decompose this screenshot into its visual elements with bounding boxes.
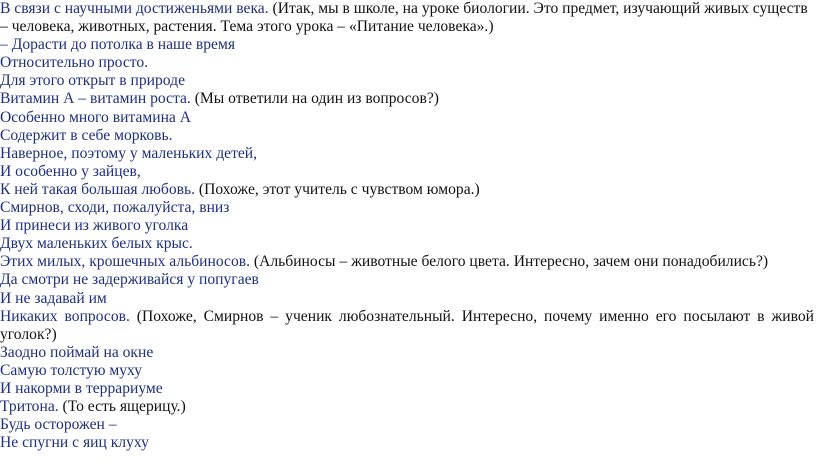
poem-text: Содержит в себе морковь.	[0, 126, 173, 144]
text-line-22	[0, 398, 816, 416]
text-line-1	[0, 0, 816, 18]
poem-text: И принеси из живого уголка	[0, 217, 189, 235]
text-line-14	[0, 235, 816, 253]
poem-text: Двух маленьких белых крыс.	[0, 235, 193, 253]
text-line-18	[0, 308, 816, 344]
comment-text: (То есть ящерицу.)	[58, 398, 186, 416]
poem-text: И не задавай им	[0, 289, 107, 307]
text-line-11	[0, 181, 816, 199]
poem-text: Никаких вопросов.	[0, 307, 130, 325]
text-line-7	[0, 109, 816, 127]
poem-text: В связи с научными достиженьями века.	[0, 0, 269, 17]
poem-text: Витамин А – витамин роста.	[0, 90, 191, 108]
comment-text: (Мы ответили на один из вопросов?)	[190, 90, 439, 108]
poem-text: Не спугни с яиц клуху	[0, 434, 149, 452]
comment-text: – человека, животных, растения. Тема этого урока – «Питание человека».)	[0, 18, 494, 36]
text-line-3	[0, 36, 816, 54]
text-line-4	[0, 54, 816, 72]
text-line-10	[0, 163, 816, 181]
text-line-15	[0, 253, 816, 271]
poem-text: Смирнов, сходи, пожалуйста, вниз	[0, 199, 230, 217]
poem-text: Этих милых, крошечных альбиносов.	[0, 253, 251, 271]
poem-text: Будь осторожен –	[0, 416, 117, 434]
text-line-19	[0, 344, 816, 362]
comment-text: (Похоже, Смирнов – ученик любознательный. Интересно, почему именно его посылают в живой уголок?)	[0, 307, 814, 343]
poem-text: Тритона.	[0, 398, 59, 416]
poem-text: Да смотри не задерживайся у попугаев	[0, 271, 259, 289]
poem-text: Заодно поймай на окне	[0, 343, 154, 361]
poem-text: Особенно много витамина А	[0, 108, 192, 126]
text-line-2	[0, 18, 816, 36]
text-line-8	[0, 127, 816, 145]
text-line-21	[0, 380, 816, 398]
poem-text: Самую толстую муху	[0, 361, 143, 379]
poem-text: К ней такая большая любовь.	[0, 180, 196, 198]
text-line-12	[0, 199, 816, 217]
poem-text: И накорми в террариуме	[0, 379, 163, 397]
comment-text: (Итак, мы в школе, на уроке биологии. Это предмет, изучающий живых существ	[268, 0, 808, 17]
comment-text: (Похоже, этот учитель с чувством юмора.)	[195, 180, 480, 198]
poem-text: Для этого открыт в природе	[0, 72, 186, 90]
text-line-17	[0, 290, 816, 308]
poem-text: И особенно у зайцев,	[0, 162, 141, 180]
poem-text: Относительно просто.	[0, 54, 149, 72]
poem-text: – Дорасти до потолка в наше время	[0, 36, 236, 54]
text-line-23	[0, 416, 816, 434]
poem-text: Наверное, поэтому у маленьких детей,	[0, 144, 258, 162]
text-line-13	[0, 217, 816, 235]
text-line-6	[0, 90, 816, 108]
text-line-9	[0, 145, 816, 163]
text-line-16	[0, 271, 816, 289]
text-line-20	[0, 362, 816, 380]
text-line-24	[0, 434, 816, 452]
text-line-5	[0, 72, 816, 90]
comment-text: (Альбиносы – животные белого цвета. Интересно, зачем они понадобились?)	[250, 253, 769, 271]
